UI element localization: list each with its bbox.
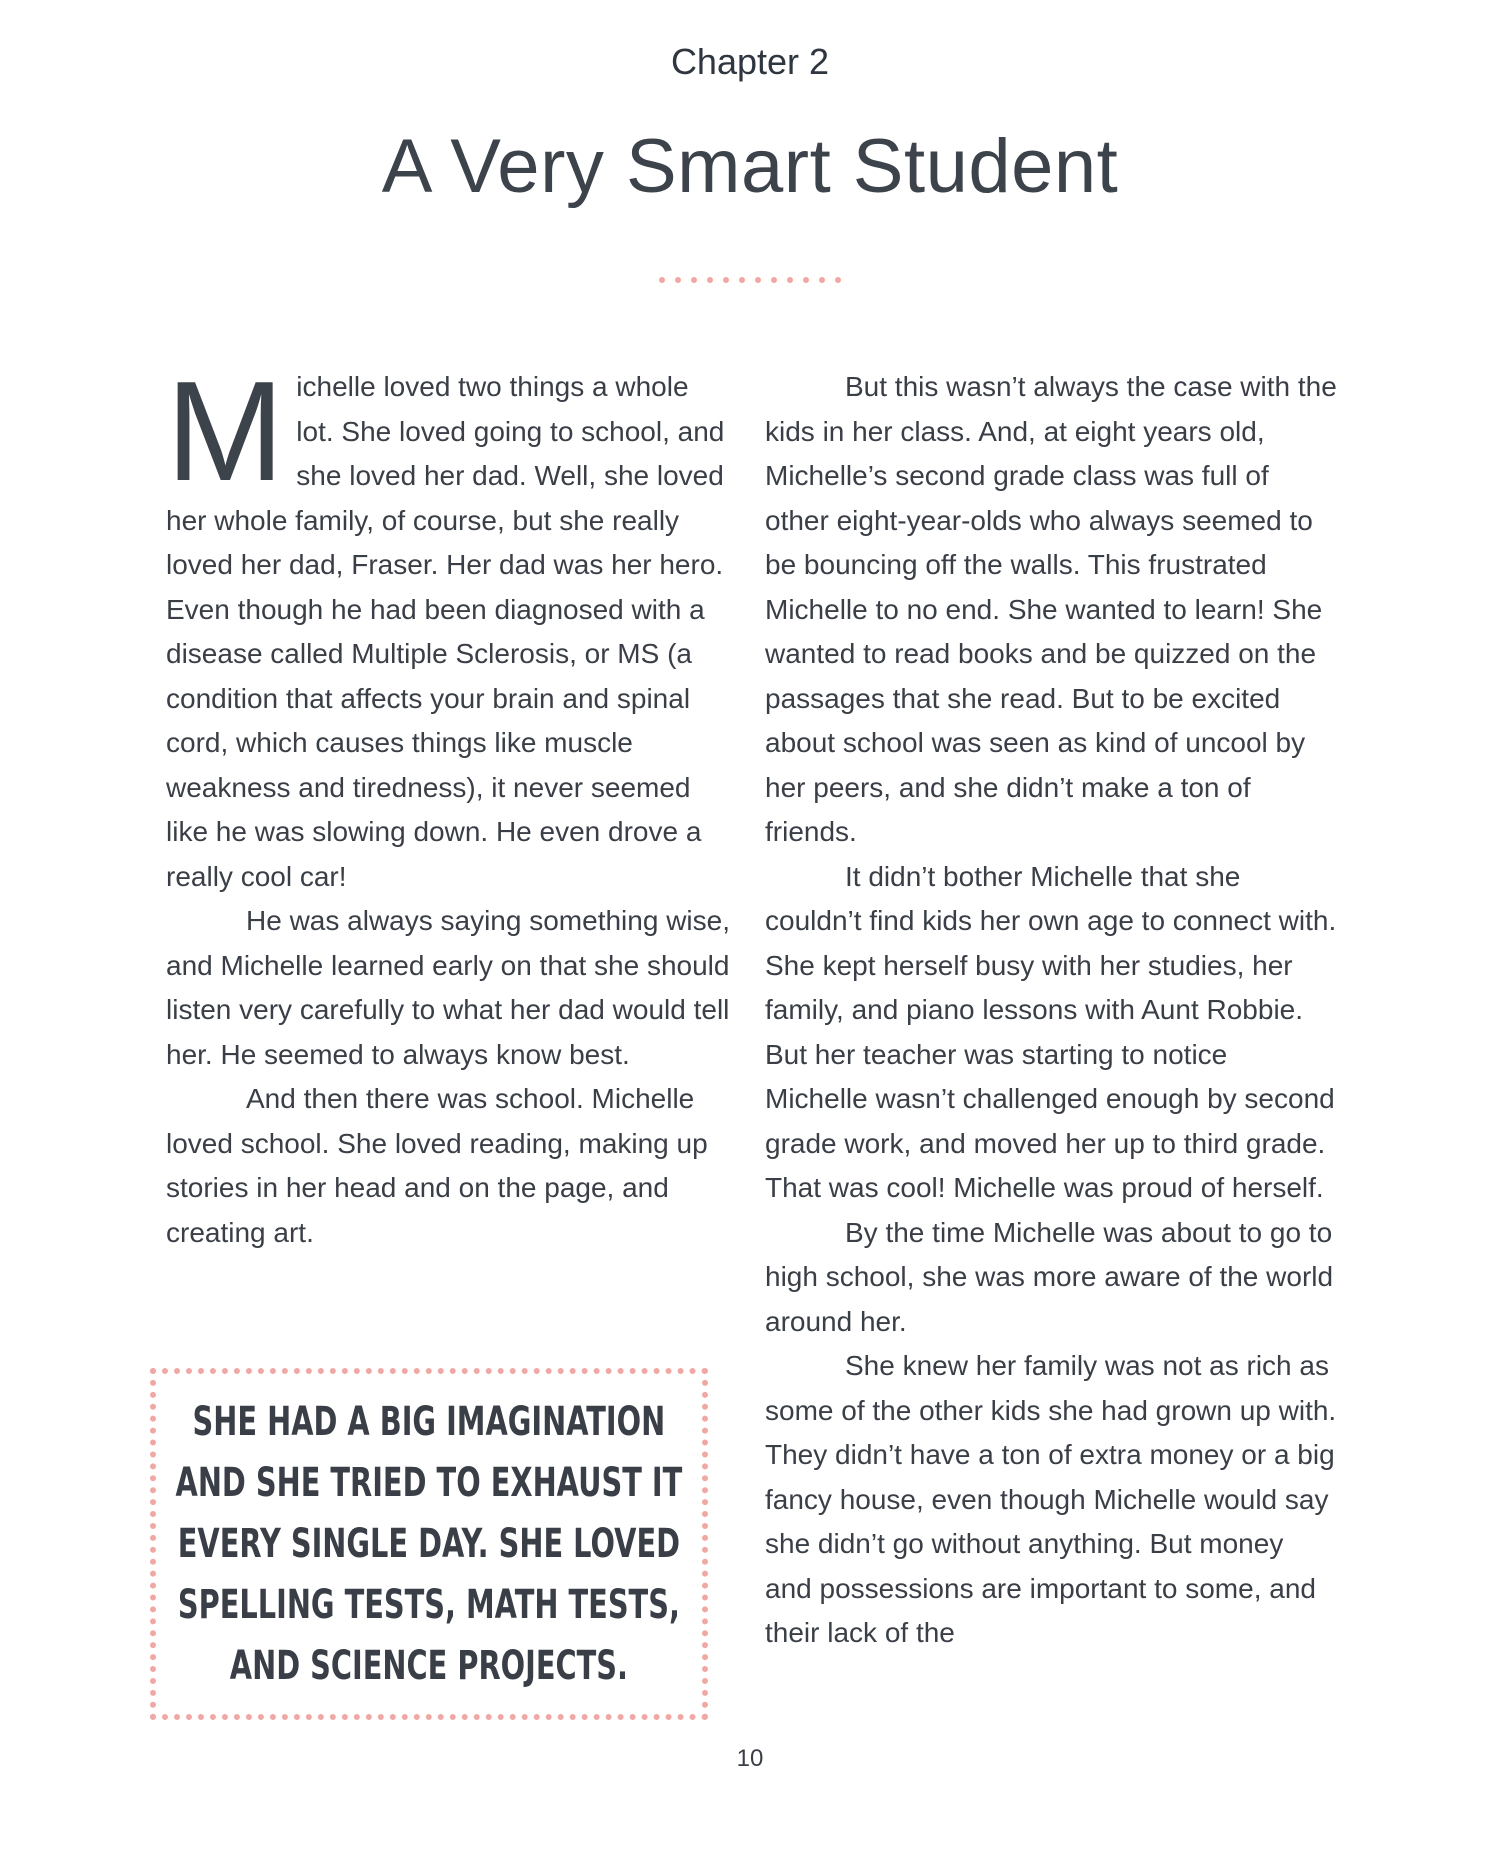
paragraph: He was always saying something wise, and Michelle learned early on that she should listen very carefully to what her dad would tell her. He seemed to always know best. (166, 905, 730, 1070)
left-column (166, 352, 732, 1255)
paragraph-text: ichelle loved two things a whole lot. She loved going to school, and she loved her dad. Well, she loved her whole family, of course, but she really loved her dad, Fraser. Her dad was her hero. Even though he had been diagnosed with a disease called Multiple Sclerosis, or MS (a condition that affects your brain and spinal cord, which causes things like muscle weakness and tiredness), it never seemed like he was slowing down. He even drove a really cool car! (166, 371, 725, 892)
paragraph: She knew her family was not as rich as some of the other kids she had grown up with. They didn’t have a ton of extra money or a big fancy house, even though Michelle would say she didn’t go without anything. But money and possessions are important to some, and their lack of the (765, 1350, 1337, 1648)
paragraph: It didn’t bother Michelle that she couldn’t find kids her own age to connect with. She kept herself busy with her studies, her family, and piano lessons with Aunt Robbie. But her teacher was starting to notice Michelle wasn’t challenged enough by second grade work, and moved her up to third grade. That was cool! Michelle was proud of herself. (765, 860, 1337, 1203)
pullquote-box (150, 1368, 708, 1720)
dotted-divider (0, 277, 1500, 283)
page-number: 10 (736, 1745, 764, 1772)
chapter-label: Chapter 2 (670, 41, 830, 82)
right-column (765, 365, 1337, 1656)
paragraph: By the time Michelle was about to go to high school, she was more aware of the world around her. (765, 1216, 1334, 1337)
chapter-title: A Very Smart Student (381, 124, 1119, 209)
pullquote-text: SHE HAD A BIG IMAGINATION AND SHE TRIED TO EXHAUST IT EVERY SINGLE DAY. SHE LOVED SPELLING TESTS, MATH TESTS, AND SCIENCE PROJECTS. (175, 1398, 683, 1689)
paragraph: But this wasn’t always the case with the kids in her class. And, at eight years old, Michelle’s second grade class was full of other eight-year-olds who always seemed to be bouncing off the walls. This frustrated Michelle to no end. She wanted to learn! She wanted to read books and be quizzed on the passages that she read. But to be excited about school was seen as kind of uncool by her peers, and she didn’t make a ton of friends. (765, 371, 1337, 847)
paragraph: And then there was school. Michelle loved school. She loved reading, making up stories in her head and on the page, and creating art. (166, 1083, 708, 1248)
drop-cap: M (166, 352, 285, 511)
paragraph (166, 352, 732, 899)
